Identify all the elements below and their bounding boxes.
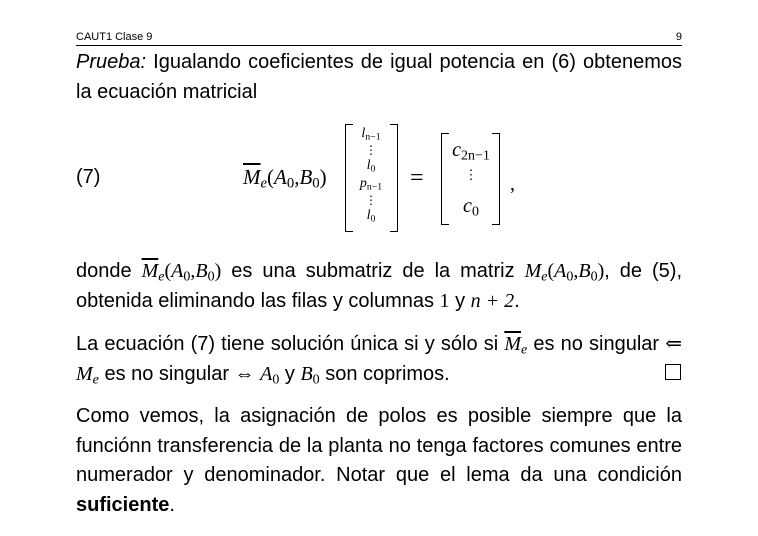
text: es no singular [104, 362, 229, 385]
math-one: 1 [439, 289, 450, 312]
vector-dots: ⋮ [365, 143, 377, 157]
equation-label: (7) [76, 166, 101, 188]
vector-dots: ⋮ [464, 168, 478, 183]
paragraph-uniqueness [76, 330, 682, 389]
paragraph-submatrix [76, 257, 682, 316]
equals-sign: = [410, 165, 424, 191]
math-B0: $B_0$ [300, 362, 320, 387]
text: , de (5), obtenida eliminando las filas y columnas [76, 260, 683, 312]
text: Como vemos, la asignación de polos es posible siempre que la funciónn transferencia de la planta no tenga factores comunes entre numerador y denominador. Notar que el lema da una condición [76, 405, 682, 486]
proof-label: Prueba: [76, 51, 147, 73]
text: es no singular [533, 333, 660, 355]
page-header [76, 31, 682, 43]
unknown-vector [350, 126, 392, 226]
iff-arrow: ⇔ [234, 362, 255, 385]
math-Me-bar-A0-B0: $\overline{M}_e(A_0,B_0)$ [141, 260, 222, 285]
equation-comma: , [510, 173, 515, 195]
header-rule [76, 45, 682, 46]
text: . [169, 493, 175, 516]
matrix-Me-bar: $\overline{M}_e(A_0,B_0)$ [243, 165, 327, 192]
text: donde [76, 260, 132, 282]
math-Me-bar: $\overline{M}_e$ [504, 333, 528, 358]
emphasis-bold: suficiente [76, 493, 170, 516]
paragraph-conclusion [76, 402, 682, 520]
math-A0: $A_0$ [260, 362, 280, 387]
text: es una submatriz de la matriz [231, 260, 515, 282]
text: . [514, 289, 520, 312]
vector-entry-l-n-1: $l_{n-1}$ [361, 126, 381, 143]
text: La ecuación (7) tiene solución única si y sólo si [76, 333, 499, 355]
vector-entry-l0: $l_0$ [366, 208, 376, 225]
text: y [284, 362, 295, 385]
math-Me: $M_e$ [76, 362, 99, 387]
vector-entry-l0: $l_0$ [366, 158, 376, 175]
vector-dots: ⋮ [365, 193, 377, 207]
coefficient-vector [447, 139, 495, 221]
qed-square-icon [665, 364, 681, 380]
vector-entry-c0: $c_0$ [463, 195, 479, 220]
implied-by-arrow: ⇐ [665, 333, 683, 355]
text: son coprimos. [325, 362, 450, 385]
vector-entry-c-2n-1: $c_{2n-1}$ [452, 139, 490, 164]
math-Me-A0-B0: $M_e(A_0,B_0)$ [524, 260, 605, 285]
proof-paragraph [76, 48, 682, 107]
proof-text: Igualando coeficientes de igual potencia en (6) obtenemos la ecuación matricial [76, 51, 682, 103]
header-title: CAUT1 Clase 9 [76, 31, 153, 43]
math-n-plus-2: n + 2 [470, 289, 515, 312]
text: y [455, 289, 466, 312]
vector-entry-p-n-1: $p_{n-1}$ [359, 176, 383, 193]
page-number: 9 [675, 31, 682, 43]
